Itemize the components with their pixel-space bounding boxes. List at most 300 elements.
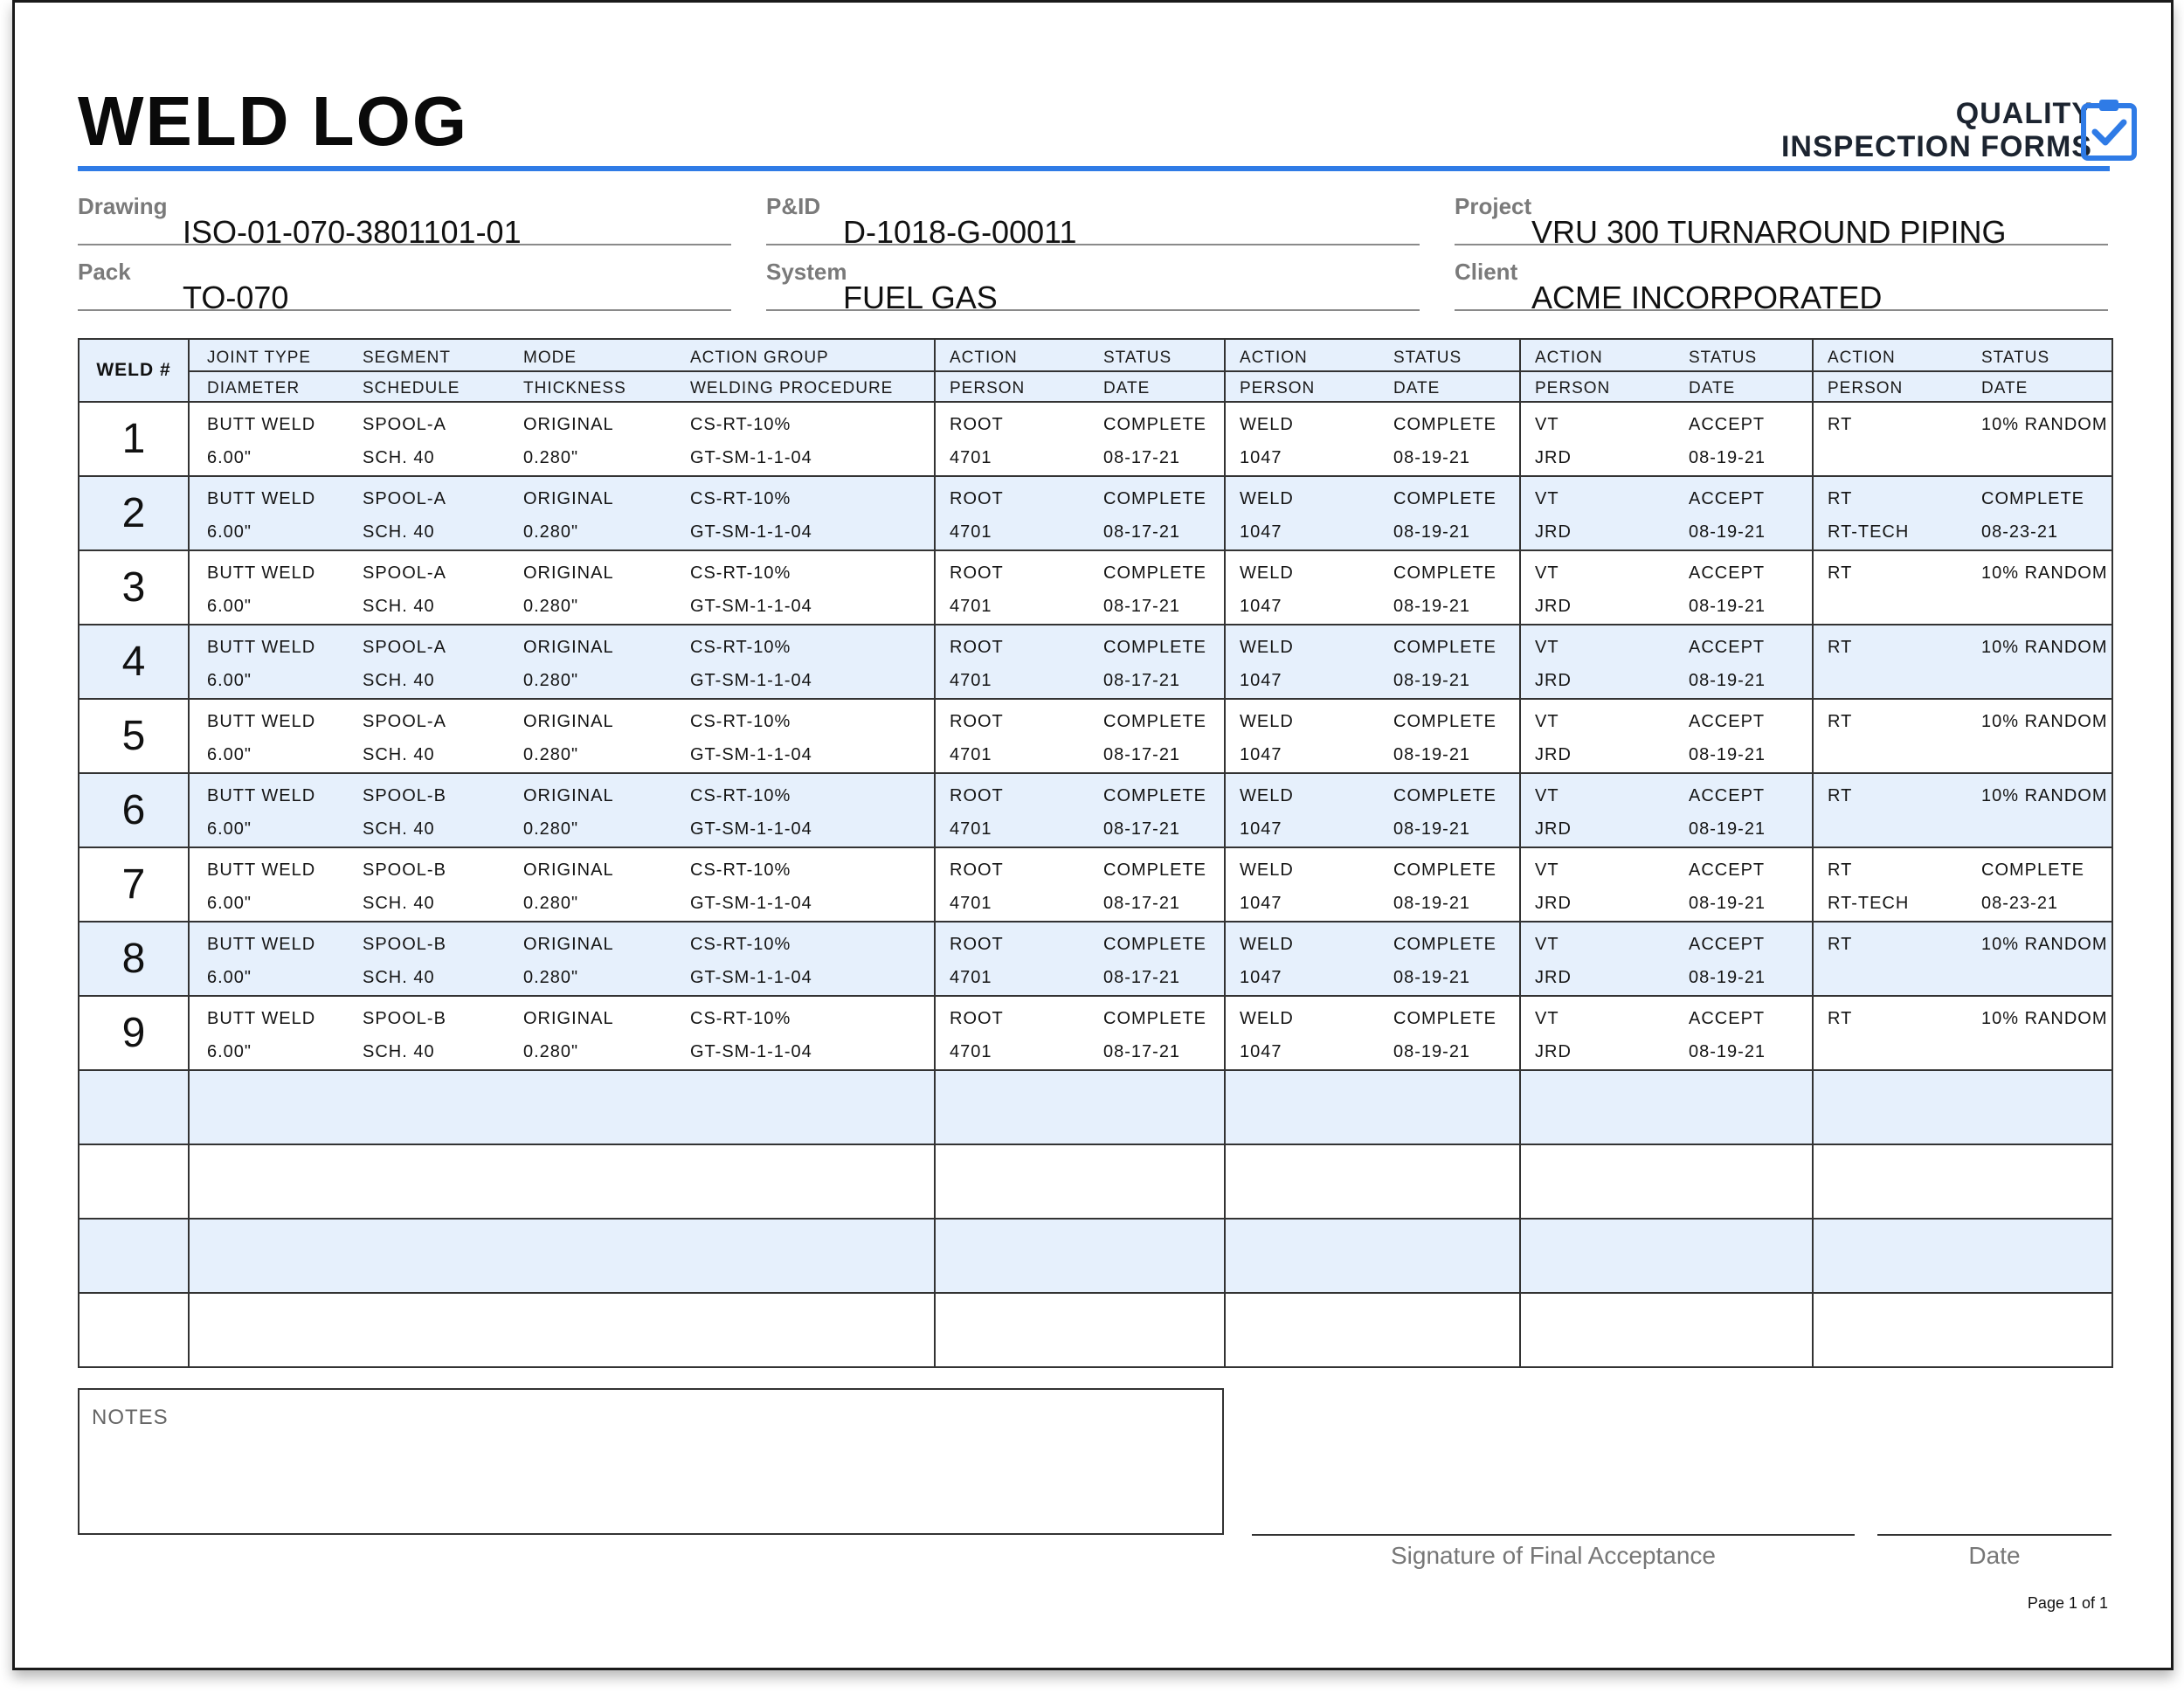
action-4-cell[interactable]: [1813, 1144, 2112, 1219]
cell-joint: BUTT WELD: [207, 638, 316, 657]
cell-d1: 08-17-21: [1103, 968, 1181, 987]
action-1-cell[interactable]: [935, 550, 1225, 625]
date-header: DATE: [1103, 379, 1151, 397]
weld-number: 7: [79, 847, 189, 922]
cell-a2: WELD: [1240, 563, 1294, 583]
action-4-header-group: [1813, 339, 2112, 402]
cell-sch: SCH. 40: [363, 819, 435, 839]
cell-mode: ORIGINAL: [523, 712, 614, 731]
cell-p1: 4701: [950, 968, 992, 987]
mode-header: MODE: [523, 349, 577, 367]
cell-dia: 6.00": [207, 671, 252, 690]
table-row[interactable]: [79, 699, 2112, 773]
date-line[interactable]: [1877, 1534, 2111, 1536]
action-3-header-group: [1520, 339, 1813, 402]
action-2-cell[interactable]: [1225, 699, 1520, 773]
cell-p1: 4701: [950, 745, 992, 764]
cell-sch: SCH. 40: [363, 597, 435, 616]
pack-label: Pack: [78, 259, 131, 285]
cell-a3: VT: [1535, 638, 1559, 657]
action-1-cell[interactable]: [935, 773, 1225, 847]
cell-d2: 08-19-21: [1393, 819, 1471, 839]
cell-p3: JRD: [1535, 671, 1572, 690]
table-row[interactable]: [79, 1144, 2112, 1219]
cell-a3: VT: [1535, 1009, 1559, 1028]
cell-a4: RT: [1828, 786, 1853, 805]
action-3-cell[interactable]: [1520, 773, 1813, 847]
joint-details-cell[interactable]: [189, 699, 935, 773]
action-3-cell[interactable]: [1520, 1219, 1813, 1293]
cell-a3: VT: [1535, 860, 1559, 880]
weld-number: 1: [79, 402, 189, 476]
cell-s1: COMPLETE: [1103, 638, 1207, 657]
cell-s2: COMPLETE: [1393, 1009, 1497, 1028]
cell-a2: WELD: [1240, 489, 1294, 508]
cell-p2: 1047: [1240, 448, 1282, 467]
person-header: PERSON: [950, 379, 1026, 397]
cell-dia: 6.00": [207, 522, 252, 542]
cell-p3: JRD: [1535, 819, 1572, 839]
table-row[interactable]: [79, 476, 2112, 550]
system-field[interactable]: [766, 243, 1420, 315]
cell-d1: 08-17-21: [1103, 894, 1181, 913]
cell-thk: 0.280": [523, 522, 579, 542]
brand-line-2: INSPECTION FORMS: [1780, 130, 2092, 163]
cell-d2: 08-19-21: [1393, 448, 1471, 467]
cell-a1: ROOT: [950, 489, 1004, 508]
action-2-cell[interactable]: [1225, 922, 1520, 996]
action-1-cell[interactable]: [935, 699, 1225, 773]
cell-wps: GT-SM-1-1-04: [690, 448, 812, 467]
cell-d1: 08-17-21: [1103, 448, 1181, 467]
cell-wps: GT-SM-1-1-04: [690, 968, 812, 987]
header-rule: [78, 166, 2110, 171]
person-header: PERSON: [1828, 379, 1904, 397]
pack-value: TO-070: [183, 280, 289, 315]
cell-s3: ACCEPT: [1689, 563, 1766, 583]
table-row[interactable]: [79, 922, 2112, 996]
cell-a1: ROOT: [950, 563, 1004, 583]
cell-mode: ORIGINAL: [523, 563, 614, 583]
cell-p1: 4701: [950, 448, 992, 467]
cell-s2: COMPLETE: [1393, 415, 1497, 434]
cell-wps: GT-SM-1-1-04: [690, 522, 812, 542]
cell-dia: 6.00": [207, 745, 252, 764]
cell-p2: 1047: [1240, 819, 1282, 839]
action-2-cell[interactable]: [1225, 550, 1520, 625]
cell-d3: 08-19-21: [1689, 597, 1766, 616]
cell-a4: RT: [1828, 1009, 1853, 1028]
cell-d1: 08-17-21: [1103, 1042, 1181, 1061]
cell-d3: 08-19-21: [1689, 745, 1766, 764]
cell-d2: 08-19-21: [1393, 1042, 1471, 1061]
cell-joint: BUTT WELD: [207, 489, 316, 508]
cell-a4: RT: [1828, 415, 1853, 434]
action-header: ACTION: [950, 349, 1018, 367]
cell-a1: ROOT: [950, 638, 1004, 657]
cell-mode: ORIGINAL: [523, 1009, 614, 1028]
project-label: Project: [1455, 193, 1532, 219]
cell-a2: WELD: [1240, 860, 1294, 880]
cell-wps: GT-SM-1-1-04: [690, 894, 812, 913]
cell-p1: 4701: [950, 597, 992, 616]
table-row[interactable]: [79, 1219, 2112, 1293]
cell-a4: RT: [1828, 563, 1853, 583]
project-field[interactable]: [1455, 177, 2108, 250]
project-value: VRU 300 TURNAROUND PIPING: [1531, 214, 2007, 250]
cell-p2: 1047: [1240, 671, 1282, 690]
date-header: DATE: [1689, 379, 1736, 397]
notes-label: NOTES: [92, 1406, 169, 1429]
page-title: WELD LOG: [78, 82, 469, 160]
action-1-cell[interactable]: [935, 1070, 1225, 1144]
cell-joint: BUTT WELD: [207, 712, 316, 731]
cell-s1: COMPLETE: [1103, 489, 1207, 508]
drawing-value: ISO-01-070-3801101-01: [183, 214, 522, 250]
action-2-cell[interactable]: [1225, 476, 1520, 550]
cell-dia: 6.00": [207, 1042, 252, 1061]
cell-a3: VT: [1535, 563, 1559, 583]
cell-a2: WELD: [1240, 415, 1294, 434]
cell-d2: 08-19-21: [1393, 968, 1471, 987]
cell-ag: CS-RT-10%: [690, 489, 791, 508]
weld-log-table: [78, 338, 2113, 1368]
action-1-cell[interactable]: [935, 1144, 1225, 1219]
cell-s3: ACCEPT: [1689, 415, 1766, 434]
action-group-header: ACTION GROUP: [690, 349, 829, 367]
action-header: ACTION: [1828, 349, 1896, 367]
action-3-cell[interactable]: [1520, 996, 1813, 1070]
cell-s1: COMPLETE: [1103, 935, 1207, 954]
cell-p3: JRD: [1535, 597, 1572, 616]
brand-name: [1781, 97, 2092, 163]
page-number: Page 1 of 1: [2027, 1594, 2108, 1612]
action-3-cell[interactable]: [1520, 476, 1813, 550]
date-header: DATE: [1393, 379, 1441, 397]
signature-line[interactable]: [1252, 1534, 1855, 1536]
cell-p3: JRD: [1535, 1042, 1572, 1061]
action-2-cell[interactable]: [1225, 402, 1520, 476]
cell-ag: CS-RT-10%: [690, 860, 791, 880]
action-3-cell[interactable]: [1520, 625, 1813, 699]
cell-joint: BUTT WELD: [207, 1009, 316, 1028]
cell-a2: WELD: [1240, 935, 1294, 954]
cell-p1: 4701: [950, 1042, 992, 1061]
cell-ag: CS-RT-10%: [690, 415, 791, 434]
cell-s4: 10% RANDOM: [1981, 415, 2108, 434]
table-header-row: [79, 339, 2112, 402]
cell-d3: 08-19-21: [1689, 522, 1766, 542]
cell-s1: COMPLETE: [1103, 712, 1207, 731]
cell-a1: ROOT: [950, 786, 1004, 805]
cell-s1: COMPLETE: [1103, 563, 1207, 583]
joint-header-group: [189, 339, 935, 402]
cell-ag: CS-RT-10%: [690, 1009, 791, 1028]
weld-number: 5: [79, 699, 189, 773]
weld-number: 4: [79, 625, 189, 699]
diameter-header: DIAMETER: [207, 379, 301, 397]
cell-d1: 08-17-21: [1103, 671, 1181, 690]
action-2-cell[interactable]: [1225, 847, 1520, 922]
cell-p3: JRD: [1535, 448, 1572, 467]
cell-s3: ACCEPT: [1689, 712, 1766, 731]
action-2-cell[interactable]: [1225, 1219, 1520, 1293]
joint-details-cell[interactable]: [189, 550, 935, 625]
action-4-cell[interactable]: [1813, 625, 2112, 699]
action-1-cell[interactable]: [935, 847, 1225, 922]
action-2-cell[interactable]: [1225, 1070, 1520, 1144]
action-header: ACTION: [1535, 349, 1603, 367]
joint-details-cell[interactable]: [189, 1219, 935, 1293]
cell-s3: ACCEPT: [1689, 935, 1766, 954]
client-field[interactable]: [1455, 243, 2108, 315]
table-row[interactable]: [79, 625, 2112, 699]
system-label: System: [766, 259, 847, 285]
status-header: STATUS: [1393, 349, 1462, 367]
cell-ag: CS-RT-10%: [690, 638, 791, 657]
cell-ag: CS-RT-10%: [690, 935, 791, 954]
joint-details-cell[interactable]: [189, 773, 935, 847]
cell-wps: GT-SM-1-1-04: [690, 597, 812, 616]
action-3-cell[interactable]: [1520, 1293, 1813, 1367]
cell-p1: 4701: [950, 894, 992, 913]
cell-seg: SPOOL-A: [363, 489, 446, 508]
cell-sch: SCH. 40: [363, 448, 435, 467]
action-2-cell[interactable]: [1225, 1144, 1520, 1219]
cell-a3: VT: [1535, 786, 1559, 805]
joint-details-cell[interactable]: [189, 1144, 935, 1219]
cell-d3: 08-19-21: [1689, 968, 1766, 987]
cell-a2: WELD: [1240, 712, 1294, 731]
cell-a3: VT: [1535, 712, 1559, 731]
cell-p1: 4701: [950, 522, 992, 542]
table-row[interactable]: [79, 773, 2112, 847]
action-3-cell[interactable]: [1520, 550, 1813, 625]
cell-p3: JRD: [1535, 968, 1572, 987]
person-header: PERSON: [1240, 379, 1316, 397]
cell-thk: 0.280": [523, 671, 579, 690]
cell-s3: ACCEPT: [1689, 1009, 1766, 1028]
status-header: STATUS: [1103, 349, 1172, 367]
cell-dia: 6.00": [207, 894, 252, 913]
cell-a3: VT: [1535, 935, 1559, 954]
weld-log-sheet: [12, 0, 2174, 1670]
brand-line-1: QUALITY: [1955, 97, 2092, 130]
action-header: ACTION: [1240, 349, 1308, 367]
cell-thk: 0.280": [523, 597, 579, 616]
cell-s3: ACCEPT: [1689, 786, 1766, 805]
table-row[interactable]: [79, 550, 2112, 625]
cell-p1: 4701: [950, 819, 992, 839]
action-4-cell[interactable]: [1813, 1219, 2112, 1293]
cell-mode: ORIGINAL: [523, 860, 614, 880]
cell-thk: 0.280": [523, 1042, 579, 1061]
action-1-cell[interactable]: [935, 476, 1225, 550]
joint-details-cell[interactable]: [189, 847, 935, 922]
action-4-cell[interactable]: [1813, 476, 2112, 550]
cell-d3: 08-19-21: [1689, 819, 1766, 839]
weld-number: 9: [79, 996, 189, 1070]
cell-d2: 08-19-21: [1393, 597, 1471, 616]
action-4-cell[interactable]: [1813, 996, 2112, 1070]
action-1-header-group: [935, 339, 1225, 402]
cell-thk: 0.280": [523, 968, 579, 987]
cell-s4: 10% RANDOM: [1981, 712, 2108, 731]
cell-s3: ACCEPT: [1689, 638, 1766, 657]
cell-p1: 4701: [950, 671, 992, 690]
table-row[interactable]: [79, 402, 2112, 476]
cell-d3: 08-19-21: [1689, 671, 1766, 690]
action-3-cell[interactable]: [1520, 1070, 1813, 1144]
action-1-cell[interactable]: [935, 1293, 1225, 1367]
cell-seg: SPOOL-B: [363, 860, 446, 880]
drawing-field[interactable]: [78, 177, 731, 250]
cell-a3: VT: [1535, 489, 1559, 508]
status-header: STATUS: [1689, 349, 1758, 367]
cell-s4: 10% RANDOM: [1981, 1009, 2108, 1028]
person-header: PERSON: [1535, 379, 1611, 397]
table-row[interactable]: [79, 996, 2112, 1070]
cell-p2: 1047: [1240, 597, 1282, 616]
action-4-cell[interactable]: [1813, 1293, 2112, 1367]
client-label: Client: [1455, 259, 1518, 285]
action-4-cell[interactable]: [1813, 922, 2112, 996]
cell-mode: ORIGINAL: [523, 489, 614, 508]
system-value: FUEL GAS: [843, 280, 998, 315]
cell-p2: 1047: [1240, 968, 1282, 987]
clipboard-check-icon: [2080, 97, 2138, 162]
cell-d4: 08-23-21: [1981, 522, 2059, 542]
cell-s1: COMPLETE: [1103, 415, 1207, 434]
pid-field[interactable]: [766, 177, 1420, 250]
pack-field[interactable]: [78, 243, 731, 315]
action-3-cell[interactable]: [1520, 402, 1813, 476]
cell-mode: ORIGINAL: [523, 415, 614, 434]
action-3-cell[interactable]: [1520, 847, 1813, 922]
cell-s2: COMPLETE: [1393, 712, 1497, 731]
client-value: ACME INCORPORATED: [1531, 280, 1883, 315]
weld-number: [79, 1144, 189, 1219]
joint-type-header: JOINT TYPE: [207, 349, 312, 367]
notes-box[interactable]: [78, 1388, 1224, 1535]
joint-details-cell[interactable]: [189, 625, 935, 699]
action-4-cell[interactable]: [1813, 773, 2112, 847]
thickness-header: THICKNESS: [523, 379, 626, 397]
joint-details-cell[interactable]: [189, 476, 935, 550]
weld-number: 3: [79, 550, 189, 625]
cell-s4: COMPLETE: [1981, 860, 2085, 880]
table-row[interactable]: [79, 1293, 2112, 1367]
cell-a4: RT: [1828, 638, 1853, 657]
table-row[interactable]: [79, 847, 2112, 922]
cell-s2: COMPLETE: [1393, 786, 1497, 805]
cell-p2: 1047: [1240, 745, 1282, 764]
cell-d2: 08-19-21: [1393, 745, 1471, 764]
cell-joint: BUTT WELD: [207, 786, 316, 805]
weld-number: 6: [79, 773, 189, 847]
cell-p3: JRD: [1535, 522, 1572, 542]
action-3-cell[interactable]: [1520, 1144, 1813, 1219]
action-1-cell[interactable]: [935, 996, 1225, 1070]
cell-sch: SCH. 40: [363, 1042, 435, 1061]
cell-p3: JRD: [1535, 894, 1572, 913]
action-4-cell[interactable]: [1813, 847, 2112, 922]
action-1-cell[interactable]: [935, 1219, 1225, 1293]
action-2-cell[interactable]: [1225, 773, 1520, 847]
action-3-cell[interactable]: [1520, 699, 1813, 773]
cell-a2: WELD: [1240, 1009, 1294, 1028]
cell-d3: 08-19-21: [1689, 1042, 1766, 1061]
action-1-cell[interactable]: [935, 402, 1225, 476]
cell-sch: SCH. 40: [363, 522, 435, 542]
date-header: DATE: [1981, 379, 2028, 397]
action-4-cell[interactable]: [1813, 550, 2112, 625]
action-4-cell[interactable]: [1813, 699, 2112, 773]
cell-p2: 1047: [1240, 1042, 1282, 1061]
cell-s2: COMPLETE: [1393, 935, 1497, 954]
cell-d2: 08-19-21: [1393, 522, 1471, 542]
action-4-cell[interactable]: [1813, 402, 2112, 476]
joint-details-cell[interactable]: [189, 402, 935, 476]
action-4-cell[interactable]: [1813, 1070, 2112, 1144]
cell-s4: 10% RANDOM: [1981, 935, 2108, 954]
cell-thk: 0.280": [523, 745, 579, 764]
action-2-cell[interactable]: [1225, 1293, 1520, 1367]
table-row[interactable]: [79, 1070, 2112, 1144]
joint-details-cell[interactable]: [189, 922, 935, 996]
drawing-label: Drawing: [78, 193, 168, 219]
cell-dia: 6.00": [207, 968, 252, 987]
status-header: STATUS: [1981, 349, 2050, 367]
weld-number: [79, 1219, 189, 1293]
cell-sch: SCH. 40: [363, 968, 435, 987]
cell-joint: BUTT WELD: [207, 563, 316, 583]
cell-sch: SCH. 40: [363, 894, 435, 913]
joint-details-cell[interactable]: [189, 996, 935, 1070]
joint-details-cell[interactable]: [189, 1070, 935, 1144]
cell-joint: BUTT WELD: [207, 935, 316, 954]
action-1-cell[interactable]: [935, 922, 1225, 996]
cell-a4: RT: [1828, 712, 1853, 731]
cell-s2: COMPLETE: [1393, 638, 1497, 657]
cell-mode: ORIGINAL: [523, 638, 614, 657]
action-2-cell[interactable]: [1225, 996, 1520, 1070]
cell-d2: 08-19-21: [1393, 894, 1471, 913]
cell-seg: SPOOL-B: [363, 935, 446, 954]
action-2-header-group: [1225, 339, 1520, 402]
date-label: Date: [1968, 1542, 2021, 1569]
segment-header: SEGMENT: [363, 349, 451, 367]
cell-wps: GT-SM-1-1-04: [690, 819, 812, 839]
cell-a1: ROOT: [950, 712, 1004, 731]
cell-d1: 08-17-21: [1103, 745, 1181, 764]
cell-mode: ORIGINAL: [523, 786, 614, 805]
cell-s1: COMPLETE: [1103, 786, 1207, 805]
cell-s3: ACCEPT: [1689, 860, 1766, 880]
action-2-cell[interactable]: [1225, 625, 1520, 699]
cell-a4: RT: [1828, 489, 1853, 508]
cell-s4: COMPLETE: [1981, 489, 2085, 508]
cell-seg: SPOOL-B: [363, 1009, 446, 1028]
action-1-cell[interactable]: [935, 625, 1225, 699]
action-3-cell[interactable]: [1520, 922, 1813, 996]
cell-a1: ROOT: [950, 935, 1004, 954]
cell-wps: GT-SM-1-1-04: [690, 745, 812, 764]
cell-sch: SCH. 40: [363, 671, 435, 690]
cell-d3: 08-19-21: [1689, 448, 1766, 467]
joint-details-cell[interactable]: [189, 1293, 935, 1367]
cell-seg: SPOOL-A: [363, 712, 446, 731]
